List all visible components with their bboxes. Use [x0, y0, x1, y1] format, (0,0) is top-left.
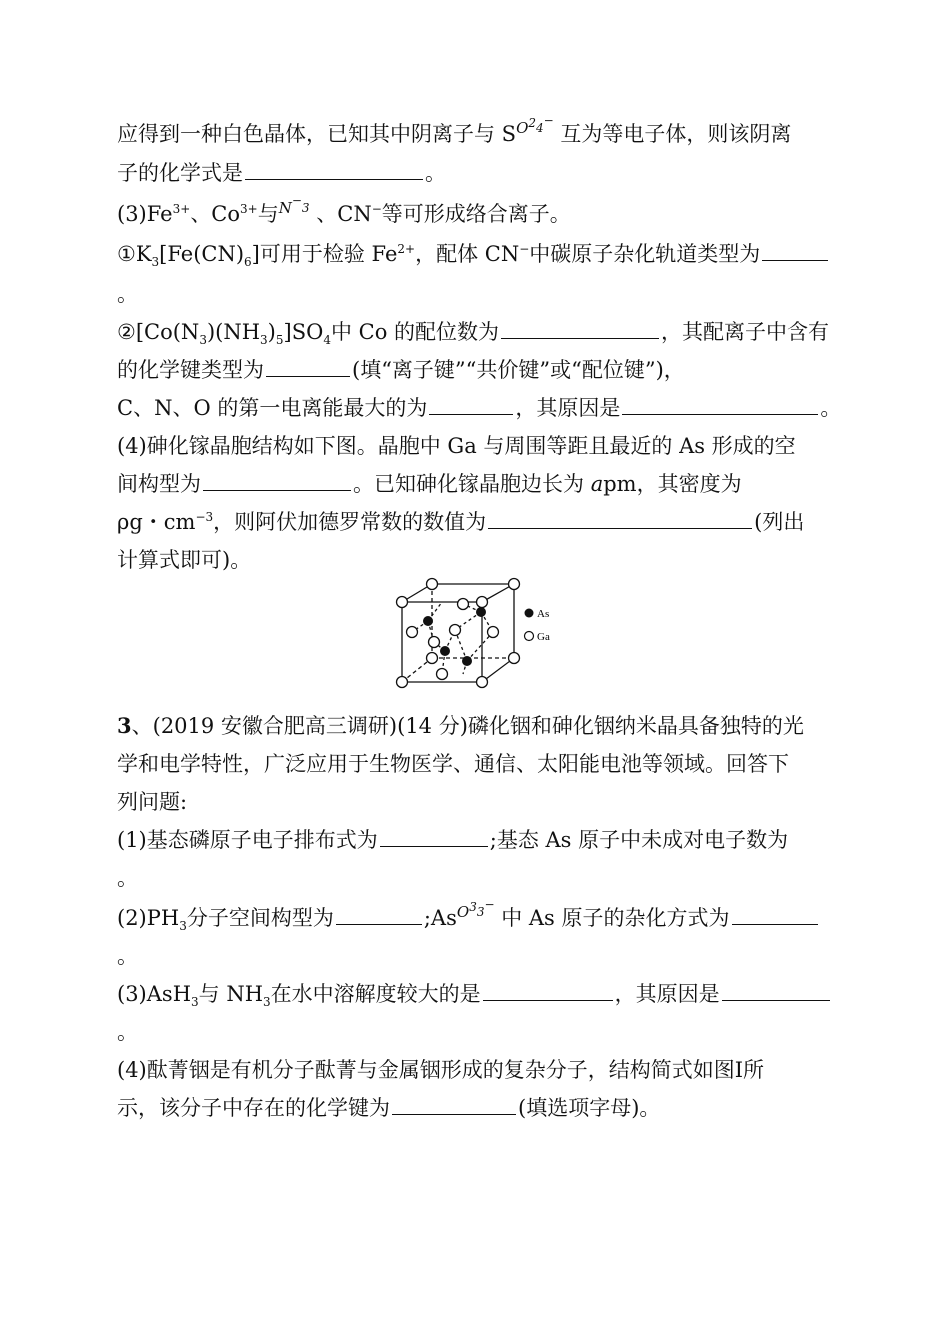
- azide-ion-formula: N−3: [278, 193, 310, 217]
- text: 中碳原子杂化轨道类型为: [529, 242, 761, 266]
- text: 间构型为: [117, 472, 201, 496]
- text: 。: [820, 396, 842, 420]
- text: 、(2019 安徽合肥高三调研)(14 分)磷化铟和砷化铟纳米晶具备独特的光: [131, 714, 804, 738]
- text: (填“离子键”“共价键”或“配位键”)，: [352, 358, 685, 382]
- text: 应得到一种白色晶体，已知其中阴离子与 S: [117, 122, 517, 146]
- text: ，其原因是: [614, 982, 720, 1006]
- answer-blank[interactable]: [722, 980, 830, 1001]
- text: (1)基态磷原子电子排布式为: [117, 828, 378, 852]
- text: 、CN: [316, 202, 372, 226]
- text: ②[Co(N: [117, 320, 200, 344]
- answer-blank[interactable]: [732, 904, 818, 925]
- text: 互为等电子体，则该阴离: [560, 122, 792, 146]
- q3-part1-end: [117, 864, 837, 892]
- text: (2)PH: [117, 906, 180, 930]
- q2-part3-3: [117, 394, 842, 422]
- answer-blank[interactable]: [336, 904, 422, 925]
- answer-blank[interactable]: [429, 394, 513, 415]
- answer-blank[interactable]: [245, 159, 423, 180]
- text: 在水中溶解度较大的是: [270, 982, 481, 1006]
- q3-line-2: [117, 750, 837, 778]
- sulfate-ion-formula: O24−: [516, 113, 554, 137]
- q2-part4-3: ρg・$cm^{-3}$，则阿伏加德罗常数的数值为 (列出: [117, 510, 805, 534]
- text: 计算式即可)。: [117, 548, 252, 572]
- text: 。: [117, 1020, 138, 1044]
- text: (4)酞菁铟是有机分子酞菁与金属铟形成的复杂分子，结构简式如图Ⅰ所: [117, 1058, 765, 1082]
- q3-part4-1: [117, 1056, 837, 1084]
- q2-part3-1-end: [117, 280, 837, 308]
- answer-blank[interactable]: [488, 508, 752, 529]
- q2-part4-4: [117, 546, 837, 574]
- q2-part3-intro: $(3)Fe^{3+}$、$Co^{3+}$与$^{N^{^-_3}}$ 、CN−等可形成络合离子。: [117, 193, 571, 226]
- answer-blank[interactable]: [762, 240, 828, 261]
- text: 学和电学特性，广泛应用于生物医学、通信、太阳能电池等领域。回答下: [117, 752, 789, 776]
- text: ]可用于检验 Fe: [251, 242, 398, 266]
- text: ，配体 CN: [415, 242, 520, 266]
- text: 示，该分子中存在的化学键为: [117, 1096, 390, 1120]
- text: 与 NH: [198, 982, 264, 1006]
- text: ，则阿伏加德罗常数的数值为: [213, 510, 487, 534]
- q2-part3-2b: [117, 356, 837, 384]
- answer-blank[interactable]: [501, 318, 659, 339]
- q3-part2: $(2)PH_3$分子空间构型为 $;As^{O^{3_3^-}}$ 中 As 原子的杂化方式为: [117, 904, 837, 936]
- q2-part4-2: [117, 470, 837, 498]
- q2-line-2: [117, 159, 837, 187]
- text: (填选项字母)。: [518, 1096, 661, 1120]
- q3-line-1: [117, 712, 837, 740]
- answer-blank[interactable]: [392, 1094, 516, 1115]
- text: 列问题:: [117, 790, 188, 814]
- text: 。: [117, 282, 138, 306]
- text: ): [267, 320, 276, 344]
- text: C、N、O 的第一电离能最大的为: [117, 396, 428, 420]
- text: ，其配离子中含有: [661, 320, 830, 344]
- answer-blank[interactable]: [380, 826, 488, 847]
- text: 。: [117, 866, 138, 890]
- as-legend-icon: [525, 609, 534, 618]
- text: 。已知砷化镓晶胞边长为: [353, 472, 591, 496]
- text: pm，其密度为: [603, 472, 742, 496]
- gaas-unit-cell-figure: [390, 574, 570, 690]
- q3-part3-end: [117, 1018, 837, 1046]
- text: ρg・cm: [117, 510, 196, 534]
- text: 与: [257, 202, 279, 226]
- q2-part4-1: [117, 432, 837, 460]
- legend-as-label: As: [537, 608, 550, 620]
- answer-blank[interactable]: [266, 356, 350, 377]
- q2-part3-1: $①K_3[Fe(CN)_6]$可用于检验 $Fe^{2+}$，配体 CN−中碳原子杂化轨道类型为: [117, 240, 837, 268]
- q3-part2-end: [117, 942, 837, 970]
- text: ;基态 As 原子中未成对电子数为: [489, 828, 789, 852]
- arsenite-ion-formula: O33−: [456, 897, 495, 921]
- text: (3)AsH: [117, 982, 192, 1006]
- q3-part3: (3)AsH$_3$与 $NH_3$在水中溶解度较大的是 ，其原因是: [117, 980, 837, 1008]
- q2-line-1: [117, 113, 837, 152]
- text: 子的化学式是: [117, 161, 243, 185]
- answer-blank[interactable]: [483, 980, 613, 1001]
- text: 。: [425, 161, 446, 185]
- text: 的化学键类型为: [117, 358, 264, 382]
- text: 中 Co 的配位数为: [330, 320, 500, 344]
- q3-line-3: [117, 788, 837, 816]
- text: )(NH: [206, 320, 261, 344]
- question-number: 3: [117, 713, 132, 738]
- q2-part3-2: $②[Co(N_3)(NH_3)_5]SO_4$中 Co 的配位数为 ，其配离子中含有: [117, 320, 830, 348]
- q3-part4-2: [117, 1094, 837, 1122]
- answer-blank[interactable]: [622, 394, 818, 415]
- variable-a: a: [590, 472, 604, 496]
- text: (3)Fe: [117, 202, 173, 226]
- text: (4)砷化镓晶胞结构如下图。晶胞中 Ga 与周围等距且最近的 As 形成的空: [117, 434, 796, 458]
- text: (列出: [754, 510, 805, 534]
- text: 分子空间构型为: [186, 906, 334, 930]
- text: ;As: [423, 906, 457, 930]
- text: 中 As 原子的杂化方式为: [501, 906, 730, 930]
- answer-blank[interactable]: [203, 470, 351, 491]
- text: [Fe(CN): [159, 242, 245, 266]
- q3-part1: [117, 826, 837, 854]
- text: 。: [117, 944, 138, 968]
- ga-legend-icon: [525, 632, 534, 641]
- text: ①K: [117, 242, 152, 266]
- legend-ga-label: Ga: [537, 631, 550, 643]
- text: 等可形成络合离子。: [381, 202, 571, 226]
- text: ，其原因是: [515, 396, 621, 420]
- text: 、Co: [190, 202, 241, 226]
- text: ]SO: [283, 320, 324, 344]
